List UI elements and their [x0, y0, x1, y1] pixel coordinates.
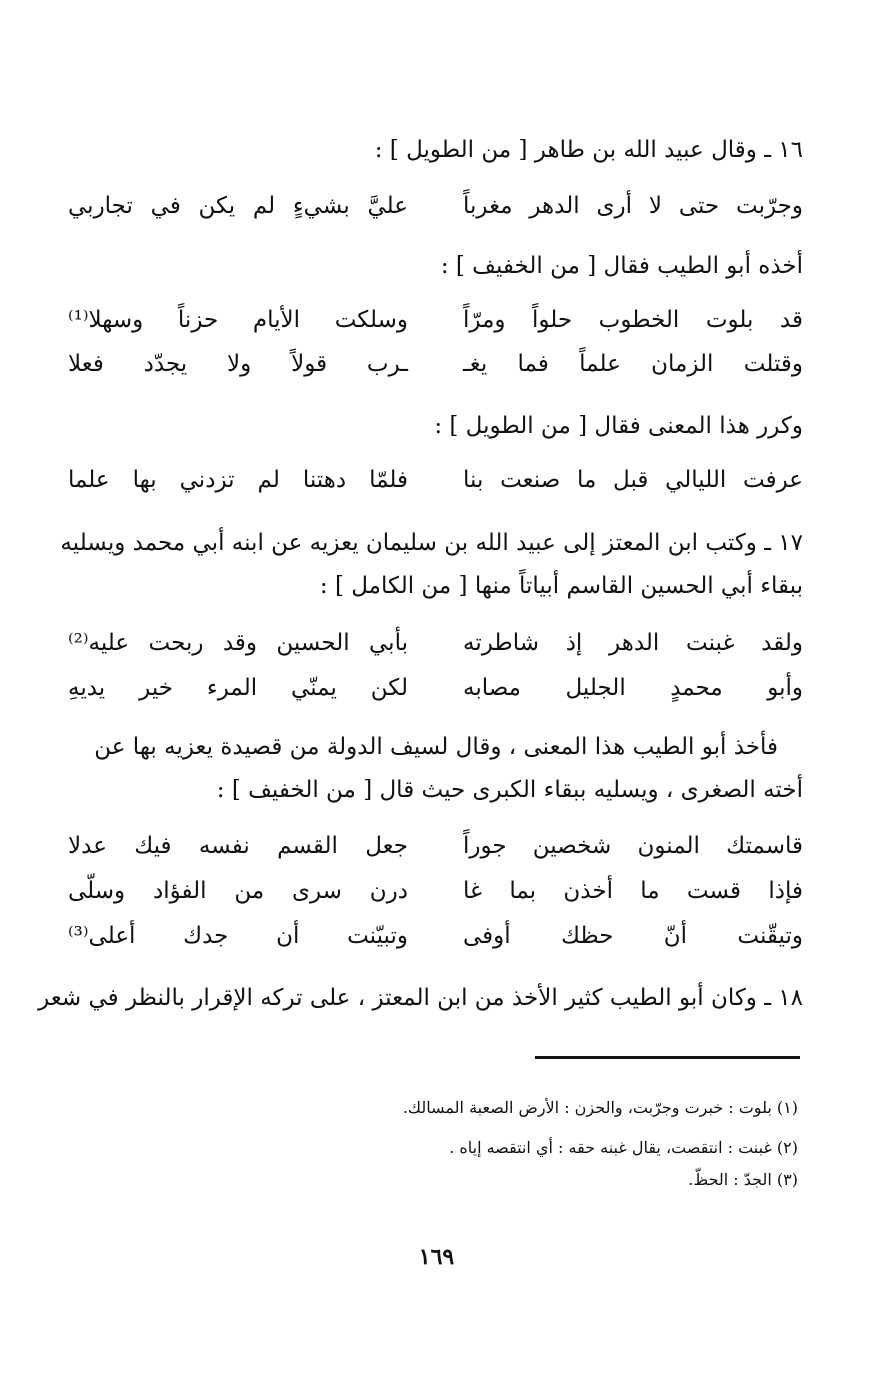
- verse-second-hemistich: عليَّ بشيءٍ لم يكن في تجاربي: [68, 193, 408, 219]
- verse-line: [68, 873, 803, 909]
- verse-line: [68, 188, 803, 224]
- verse-line: [68, 828, 803, 864]
- verse-first-hemistich: وتيقّنت أنّ حظك أوفى: [463, 923, 803, 949]
- verse-line: [68, 918, 803, 954]
- text-line: ١٦ ـ وقال عبيد الله بن طاهر [ من الطويل ] :: [374, 137, 803, 163]
- verse-second-hemistich: جعل القسم نفسه فيك عدلا: [68, 833, 408, 859]
- verse-first-hemistich: وجرّبت حتى لا أرى الدهر مغرباً: [463, 193, 803, 219]
- verse-line: [68, 625, 803, 661]
- verse-line: [68, 670, 803, 706]
- text-line: أخذه أبو الطيب فقال [ من الخفيف ] :: [440, 253, 803, 279]
- verse-second-hemistich: وتبيّنت أن جدك أعلى⁽³⁾: [68, 923, 408, 949]
- verse-second-hemistich: فلمّا دهتنا لم تزدني بها علما: [68, 467, 408, 493]
- text-line: فأخذ أبو الطيب هذا المعنى ، وقال لسيف الدولة من قصيدة يعزيه بها عن: [94, 734, 778, 760]
- verse-line: [68, 462, 803, 498]
- verse-first-hemistich: ولقد غبنت الدهر إذ شاطرته: [463, 630, 803, 656]
- verse-second-hemistich: ـرب قولاً ولا يجدّد فعلا: [68, 351, 408, 377]
- footnote-separator: [535, 1056, 800, 1059]
- text-line: ١٧ ـ وكتب ابن المعتز إلى عبيد الله بن سليمان يعزيه عن ابنه أبي محمد ويسليه: [60, 530, 803, 556]
- verse-line: [68, 302, 803, 338]
- verse-second-hemistich: وسلكت الأيام حزناً وسهلا⁽¹⁾: [68, 307, 408, 333]
- verse-first-hemistich: قد بلوت الخطوب حلواً ومرّاً: [463, 307, 803, 333]
- page-number: ١٦٩: [418, 1244, 455, 1270]
- verse-first-hemistich: فإذا قست ما أخذن بما غا: [463, 878, 803, 904]
- verse-second-hemistich: بأبي الحسين وقد ربحت عليه⁽²⁾: [68, 630, 408, 656]
- verse-second-hemistich: درن سرى من الفؤاد وسلّى: [68, 878, 408, 904]
- text-line: ببقاء أبي الحسين القاسم أبياتاً منها [ من الكامل ] :: [319, 573, 803, 599]
- footnote: (٣) الجدّ : الحظّ.: [688, 1170, 798, 1189]
- verse-first-hemistich: وقتلت الزمان علماً فما يغـ: [463, 351, 803, 377]
- verse-first-hemistich: وأبو محمدٍ الجليل مصابه: [463, 675, 803, 701]
- verse-second-hemistich: لكن يمنّي المرء خير يديهِ: [68, 675, 408, 701]
- text-line: وكرر هذا المعنى فقال [ من الطويل ] :: [434, 413, 803, 439]
- text-line: أخته الصغرى ، ويسليه ببقاء الكبرى حيث قال [ من الخفيف ] :: [216, 777, 803, 803]
- verse-line: [68, 346, 803, 382]
- text-line: ١٨ ـ وكان أبو الطيب كثير الأخذ من ابن المعتز ، على تركه الإقرار بالنظر في شعر: [38, 985, 803, 1011]
- verse-first-hemistich: قاسمتك المنون شخصين جوراً: [463, 833, 803, 859]
- footnote: (١) بلوت : خبرت وجرّبت، والحزن : الأرض الصعبة المسالك.: [402, 1098, 798, 1117]
- verse-first-hemistich: عرفت الليالي قبل ما صنعت بنا: [463, 467, 803, 493]
- footnote: (٢) غبنت : انتقصت، يقال غبنه حقه : أي انتقصه إياه .: [449, 1138, 798, 1157]
